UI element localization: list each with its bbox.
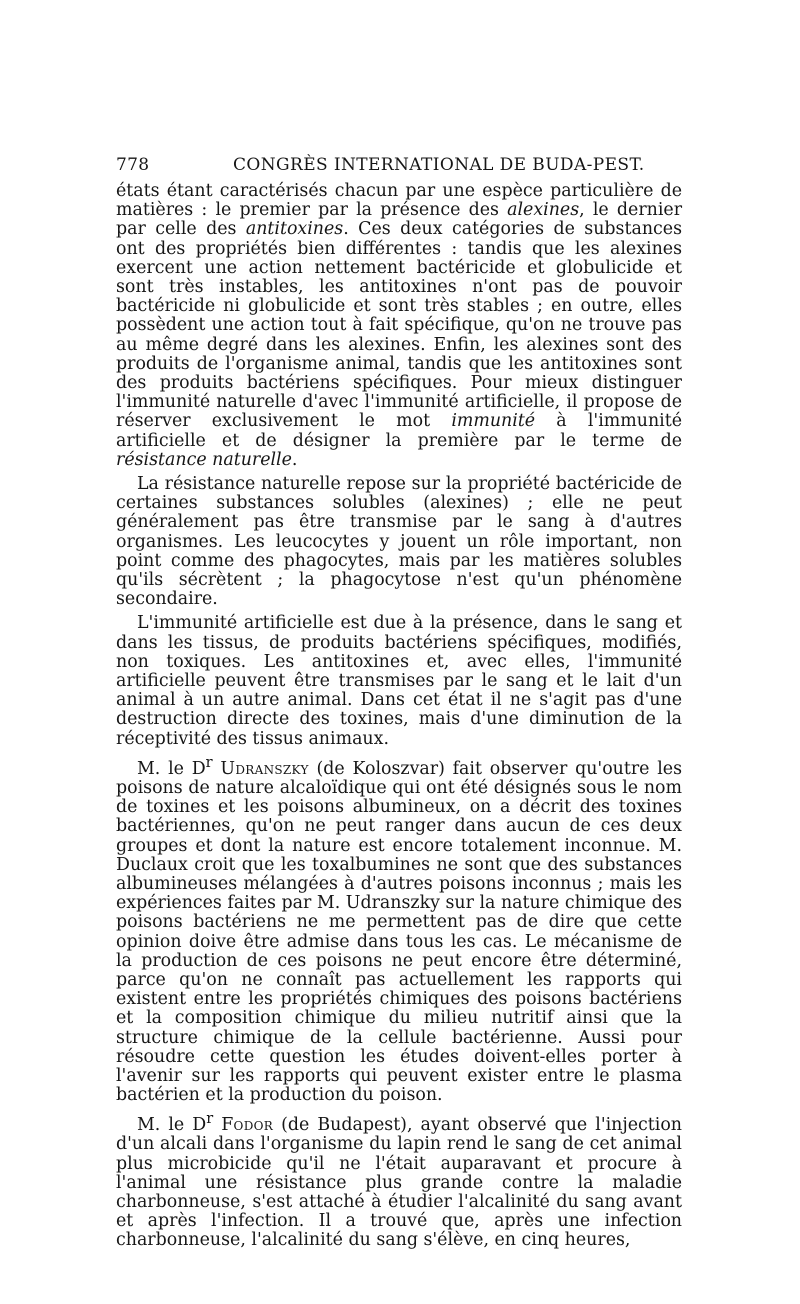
paragraph-1-text-a: états étant caractérisés chacun par une espèce particulière de matières : le premier par la présence des: [116, 181, 682, 221]
paragraph-5-text: (de Budapest), ayant observé que l'injection d'un alcali dans l'organisme du lapin rend le sang de cet animal plus microbicide qu'il ne l'était auparavant et procure à l'animal une résistance plus grande contre la maladie charbonneuse, s'est attaché à étudier l'alcalinité du sang avant et après l'infection. Il a trouvé que, après une infection charbonneuse, l'alcalinité du sang s'élève, en cinq heures,: [116, 1115, 683, 1251]
body-text: [116, 182, 682, 1256]
paragraph-5-sup: r: [206, 1111, 214, 1128]
paragraph-4-prefix: M. le D: [137, 758, 206, 779]
paragraph-1-text-c: . Ces deux catégories de substances ont des propriétés bien différentes : tandis que les alexines exercent une action nettement bactéricide et globulicide et sont très instables, les antitoxines n'ont pas de pouvoir bactéricide ni globulicide et sont très stables ; en outre, elles possèdent une action tout à fait spécifique, qu'on ne trouve pas au même degré dans les alexines. Enfin, les alexines sont des produits de l'organisme animal, tandis que les antitoxines sont des produits bactériens spécifiques. Pour mieux distinguer l'immunité naturelle d'avec l'immunité artificielle, il propose de réserver exclusivement le mot: [116, 219, 682, 432]
paragraph-4: [116, 754, 682, 1105]
paragraph-1: [116, 182, 682, 470]
speaker-name-udranszky: Udranszky: [220, 758, 309, 779]
term-immunite: immunité: [451, 411, 536, 432]
term-resistance-naturelle: résistance naturelle: [116, 449, 292, 470]
paragraph-5-prefix: M. le D: [137, 1115, 207, 1136]
paragraph-3: L'immunité artificielle est due à la présence, dans le sang et dans les tissus, de produits bactériens spécifiques, modifiés, non toxiques. Les antitoxines et, avec elles, l'immunité artificielle peuvent être transmises par le sang et le lait d'un animal à un autre animal. Dans cet état il ne s'agit pas d'une destruction directe des toxines, mais d'une diminution de la réceptivité des tissus animaux.: [116, 613, 682, 749]
paragraph-4-text: (de Koloszvar) fait observer qu'outre les poisons de nature alcaloïdique qui ont été désignés sous le nom de toxines et les poisons albumineux, on a décrit des toxines bactériennes, qu'on ne peut ranger dans aucun de ces deux groupes et dont la nature est encore totalement inconnue. M. Duclaux croit que les toxalbumines ne sont que des substances albumineuses mélangées à d'autres poisons inconnus ; mais les expériences faites par M. Udranszky sur la nature chimique des poisons bactériens ne me permettent pas de dire que cette opinion doive être admise dans tous les cas. Le mécanisme de la production de ces poisons ne peut encore être déterminé, parce qu'on ne connaît pas actuellement les rapports qui existent entre les propriétés chimiques des poisons bactériens et la composition chimique du milieu nutritif ainsi que la structure chimique de la cellule bactérienne. Aussi pour résoudre cette question les études doivent-elles porter à l'avenir sur les rapports qui peuvent exister entre le plasma bactérien et la production du poison.: [116, 758, 683, 1106]
paragraph-2: La résistance naturelle repose sur la propriété bactéricide de certaines substances solubles (alexines) ; elle ne peut généralement pas être transmise par le sang à d'autres organismes. Les leucocytes y jouent un rôle important, non point comme des phagocytes, mais par les matières solubles qu'ils sécrètent ; la phagocytose n'est qu'un phénomène secondaire.: [116, 474, 682, 610]
paragraph-1-text-b: , le dernier par celle des: [116, 200, 683, 240]
term-antitoxines: antitoxines: [245, 219, 344, 240]
speaker-name-fodor: Fodor: [221, 1115, 274, 1136]
paragraph-4-sup: r: [205, 754, 213, 771]
page-number: 778: [116, 155, 150, 175]
term-alexines: alexines: [507, 200, 580, 221]
paragraph-1-text-e: .: [291, 449, 298, 470]
running-title: CONGRÈS INTERNATIONAL DE BUDA-PEST.: [233, 155, 645, 175]
paragraph-5: [116, 1110, 682, 1250]
paragraph-1-text-d: à l'immunité artificielle et de désigner la première par le terme de: [116, 411, 682, 451]
page-header: [116, 152, 682, 178]
